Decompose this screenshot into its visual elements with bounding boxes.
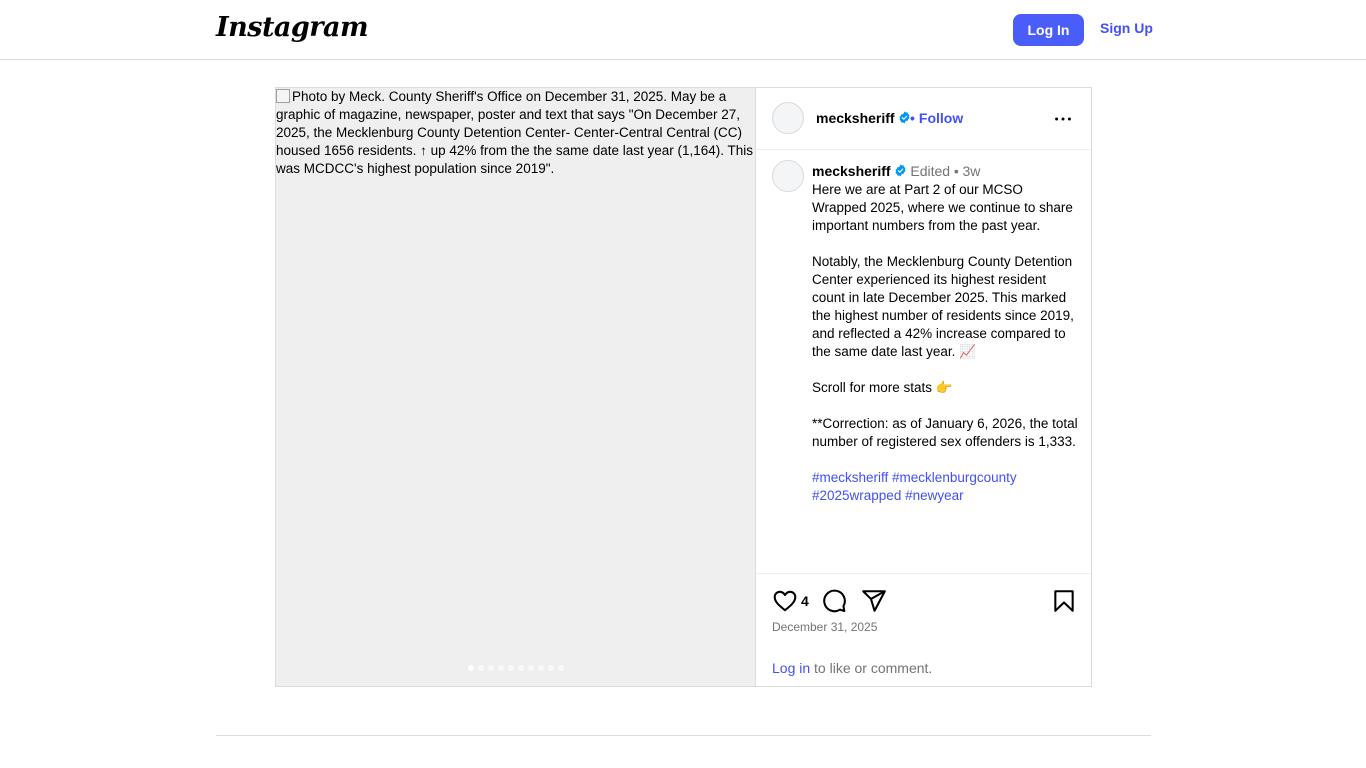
instagram-logo[interactable]: Instagram — [216, 12, 369, 43]
carousel-dot[interactable] — [468, 665, 474, 671]
carousel-dot[interactable] — [528, 665, 534, 671]
carousel-dot[interactable] — [478, 665, 484, 671]
author-username[interactable]: mecksheriff — [816, 110, 895, 126]
follow-separator: • — [910, 110, 915, 126]
login-prompt — [772, 660, 932, 676]
top-navigation-bar — [0, 0, 1366, 60]
caption-section — [756, 150, 1091, 573]
broken-image-icon — [276, 89, 290, 103]
post-actions — [756, 573, 1091, 686]
carousel-dot[interactable] — [538, 665, 544, 671]
verified-badge-icon — [898, 111, 911, 124]
caption-text: Here we are at Part 2 of our MCSO Wrapped 2025, where we continue to share important numbers from the past year. Notably, the Mecklenburg County Detention Center experienced its highest resident count in late December 2025. This marked the highest number of residents since 2019, and reflected a 42% increase compared to the same date last year. 📈 Scroll for more stats 👉 **Correction: as of January 6, 2026, the total number of registered sex offenders is 1,333. — [812, 182, 1078, 449]
post-header — [756, 88, 1091, 150]
hashtag-list — [812, 469, 1080, 505]
carousel-dot[interactable] — [518, 665, 524, 671]
login-button[interactable]: Log In — [1013, 14, 1084, 46]
post-date[interactable]: December 31, 2025 — [772, 620, 878, 634]
carousel-dot[interactable] — [508, 665, 514, 671]
login-prompt-text: to like or comment. — [810, 660, 933, 676]
post-sidebar — [756, 88, 1091, 686]
post-age[interactable]: 3w — [962, 163, 981, 179]
caption-body — [812, 162, 1080, 505]
media-alt-text — [276, 88, 756, 178]
verified-badge-icon — [894, 164, 907, 177]
edited-label: Edited — [910, 163, 951, 179]
signup-link[interactable]: Sign Up — [1100, 20, 1153, 36]
caption-header — [812, 162, 1080, 181]
more-options-icon[interactable] — [1052, 108, 1074, 130]
meta-separator: • — [953, 163, 959, 179]
bookmark-icon[interactable] — [1051, 588, 1077, 614]
carousel-indicator — [276, 665, 756, 671]
carousel-dot[interactable] — [488, 665, 494, 671]
carousel-dot[interactable] — [558, 665, 564, 671]
caption-username[interactable]: mecksheriff — [812, 163, 891, 179]
author-username-row — [816, 110, 911, 126]
alt-text-content: Photo by Meck. County Sheriff's Office on December 31, 2025. May be a graphic of magazine, newspaper, poster and text that says "On December 27, 2025, the Mecklenburg County Detention Center- Center-Central Central (CC) housed 1656 residents. ↑ up 42% from the the same date last year (1,164). This was MCDCC's highest population since 2019". — [276, 89, 754, 176]
share-icon[interactable] — [861, 588, 887, 614]
post-media[interactable] — [276, 88, 756, 686]
comment-icon[interactable] — [821, 588, 847, 614]
hashtag-link[interactable]: #mecksheriff — [812, 470, 889, 485]
heart-icon[interactable] — [772, 588, 798, 614]
login-prompt-link[interactable]: Log in — [772, 660, 811, 676]
caption-author-avatar[interactable] — [772, 160, 804, 192]
hashtag-link[interactable]: #2025wrapped — [812, 488, 902, 503]
footer-divider — [216, 735, 1151, 736]
hashtag-link[interactable]: #newyear — [905, 488, 964, 503]
carousel-dot[interactable] — [548, 665, 554, 671]
post-card — [275, 87, 1092, 687]
like-count[interactable]: 4 — [801, 593, 809, 609]
follow-button[interactable]: Follow — [918, 110, 964, 126]
hashtag-link[interactable]: #mecklenburgcounty — [892, 470, 1017, 485]
carousel-dot[interactable] — [498, 665, 504, 671]
follow-row — [910, 110, 963, 126]
author-avatar[interactable] — [772, 102, 804, 134]
